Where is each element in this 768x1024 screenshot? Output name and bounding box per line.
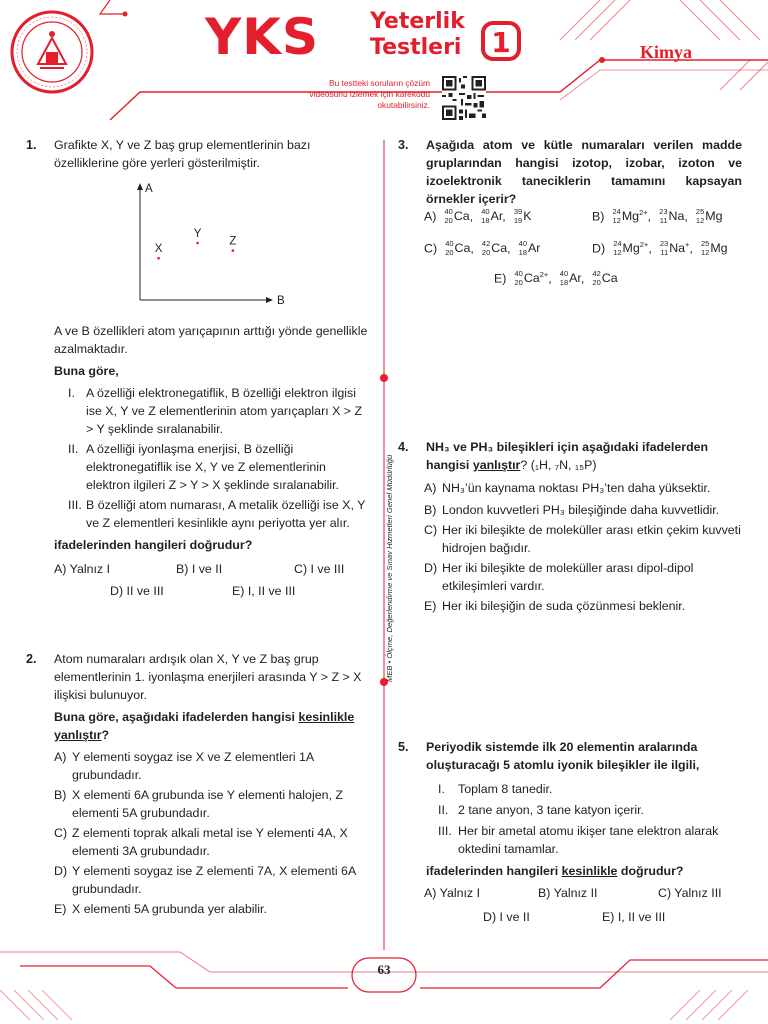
nuclide-numbers [440, 208, 454, 226]
answer-option-letter[interactable]: D) [54, 864, 68, 878]
question-number: 3. [398, 138, 409, 152]
atomic-number: 20 [444, 216, 453, 225]
answer-option-letter[interactable]: D) [592, 241, 609, 256]
subject-label: Kimya [640, 42, 692, 62]
answer-option[interactable] [424, 240, 540, 258]
answer-option-letter[interactable]: C) [424, 523, 438, 537]
answer-option[interactable] [424, 208, 531, 226]
question-number: 1. [26, 138, 37, 152]
element-symbol: Ca [523, 271, 540, 286]
qr-code-icon[interactable] [442, 76, 486, 120]
nuclide [510, 271, 548, 285]
answer-option[interactable]: X elementi 5A grubunda yer alabilir. [72, 902, 267, 916]
nuclide [608, 209, 648, 223]
separator: , [548, 271, 556, 286]
question-number: 4. [398, 440, 409, 454]
nuclide-numbers [691, 208, 705, 226]
brand-title: YKS [205, 8, 319, 66]
separator: , [684, 209, 692, 224]
element-symbol: Ca [454, 241, 471, 256]
atomic-number: 12 [613, 248, 622, 257]
statement-text: Toplam 8 tanedir. [458, 782, 553, 796]
answer-option[interactable]: E) I, II ve III [232, 584, 296, 598]
statement-text: A özelliği elektronegatiflik, B özelliği elektron ilgisi ise X, Y ve Z elementlerinin atom yarıçapları X > Z > Y şeklinde sıralanabilir. [86, 386, 363, 436]
atomic-number: 12 [612, 216, 621, 225]
question-number: 5. [398, 740, 409, 754]
separator: , [689, 241, 697, 256]
test-number-badge [480, 20, 522, 62]
element-symbol: Na [668, 209, 685, 224]
separator: , [648, 241, 656, 256]
nuclide [696, 241, 727, 255]
question-text [426, 438, 742, 474]
answer-option-letter[interactable]: A) [424, 481, 437, 495]
question-line: hangisi yanlıştır? (₁H, ₇N, ₁₅P) [426, 458, 597, 472]
answer-option[interactable]: Y elementi soygaz ise X ve Z elementleri 1A grubundadır. [72, 750, 314, 782]
ion-charge: + [685, 240, 690, 250]
nuclide [477, 209, 503, 223]
answer-option-letter[interactable]: E) [54, 902, 67, 916]
answer-option[interactable]: Her iki bileşikte de moleküller arası dipol-dipol etkileşimleri vardır. [442, 561, 694, 593]
separator: , [580, 271, 588, 286]
atomic-number: 20 [514, 278, 523, 287]
answer-option-letter[interactable]: E) [494, 271, 510, 286]
atomic-number: 18 [518, 248, 527, 257]
nuclide [655, 241, 689, 255]
mass-number: 23 [659, 207, 668, 216]
answer-option[interactable]: Z elementi toprak alkali metal ise Y elementi 4A, X elementi 3A grubundadır. [72, 826, 348, 858]
nuclide-numbers [514, 240, 528, 258]
question-text: Periyodik sistemde ilk 20 elementin aralarında oluşturacağı 5 atomlu iyonik bileşikler ile ilgili, [426, 740, 700, 772]
answer-option-letter[interactable]: D) [424, 561, 438, 575]
nuclide-numbers [477, 208, 491, 226]
mass-number: 25 [700, 239, 710, 248]
y-axis-label: A [145, 183, 153, 195]
statement-number: III. [68, 498, 82, 512]
answer-option[interactable]: D) II ve III [110, 584, 164, 598]
data-point-label: X [154, 243, 163, 256]
ion-charge: 2+ [639, 208, 648, 218]
answer-option[interactable]: Y elementi soygaz ise Z elementi 7A, X elementi 6A grubundadır. [72, 864, 356, 896]
brand-subtitle-line2: Testleri [370, 35, 462, 60]
element-symbol: Ar [528, 241, 541, 256]
nuclide [588, 271, 618, 285]
question-text: Atom numaraları ardışık olan X, Y ve Z baş grup elementlerinin 1. iyonlaşma enerjileri arasında Y > Z > X ilişkisi bulunuyor. [54, 652, 362, 702]
x-axis-arrow [266, 297, 273, 303]
element-symbol: Na [669, 241, 686, 256]
nuclide [509, 209, 531, 223]
separator: , [469, 209, 477, 224]
qr-note: Bu testteki soruların çözüm videosunu izlemek için karekodu okutabilirsiniz. [309, 78, 430, 110]
nuclide [514, 241, 540, 255]
answer-option-letter[interactable]: B) [424, 503, 437, 517]
element-symbol: Ar [569, 271, 581, 286]
separator: , [507, 241, 514, 256]
chart-note: A ve B özellikleri atom yarıçapının arttığı yönde genellikle azalmaktadır. [54, 324, 368, 356]
answer-option[interactable]: Her iki bileşiğin de suda çözünmesi beklenir. [442, 599, 686, 613]
separator: , [470, 241, 478, 256]
statement-text: A özelliği iyonlaşma enerjisi, B özelliği elektronegatiflik ise X, Y ve Z elementlerinin elektron ilgileri Z > Y > X şeklinde sıralanabilir. [86, 442, 339, 492]
element-symbol: Ar [490, 209, 503, 224]
element-symbol: Mg [710, 241, 728, 256]
mass-number: 40 [514, 269, 523, 278]
answer-option[interactable]: D) I ve II [483, 910, 530, 924]
mass-number: 25 [695, 207, 705, 216]
nuclide [441, 241, 471, 255]
answer-option-letter[interactable]: B) [54, 788, 67, 802]
element-symbol: Mg [622, 241, 640, 256]
answer-option-letter[interactable]: C) [424, 241, 441, 256]
answer-option[interactable]: London kuvvetleri PH₃ bileşiğinde daha kuvvetlidir. [442, 503, 720, 517]
nuclide-numbers [509, 208, 523, 226]
y-axis-arrow [137, 183, 143, 190]
mass-number: 42 [481, 239, 491, 248]
nuclide [477, 241, 507, 255]
brand-subtitle [370, 9, 465, 61]
nuclide-numbers [655, 208, 669, 226]
brand-subtitle-line1: Yeterlik [370, 9, 465, 34]
data-point [196, 242, 199, 245]
element-symbol: Ca [601, 271, 618, 286]
answer-option-letter[interactable]: C) [54, 826, 68, 840]
atomic-number: 19 [513, 216, 523, 225]
mass-number: 40 [518, 239, 527, 248]
atomic-number: 18 [559, 278, 569, 287]
mass-number: 24 [613, 239, 622, 248]
ion-charge: 2+ [639, 240, 649, 250]
answer-option[interactable] [592, 208, 722, 226]
answer-option[interactable]: B) Yalnız II [538, 886, 598, 900]
answer-option[interactable]: NH₃’ün kaynama noktası PH₃’ten daha yüksektir. [442, 481, 711, 495]
atomic-number: 18 [481, 216, 490, 225]
element-symbol: Ca [453, 209, 470, 224]
atomic-number: 20 [592, 278, 601, 287]
atomic-number: 11 [660, 248, 669, 257]
atomic-number: 12 [700, 248, 710, 257]
nuclide-numbers [696, 240, 710, 258]
nuclide [609, 241, 649, 255]
statement-text: 2 tane anyon, 3 tane katyon içerir. [458, 803, 644, 817]
mass-number: 42 [592, 269, 601, 278]
statement-text: Her bir ametal atomu ikişer tane elektron alarak oktedini tamamlar. [458, 824, 719, 856]
page-number: 63 [377, 962, 391, 977]
x-axis-label: B [277, 295, 285, 307]
statement-number: II. [438, 803, 449, 817]
sidebar-credit: MEB • Ölçme, Değerlendirme ve Sınav Hizmetleri Genel Müdürlüğü [385, 454, 394, 682]
answer-option[interactable]: C) Yalnız III [658, 886, 722, 900]
mass-number: 40 [444, 207, 453, 216]
answer-option-letter[interactable]: A) [54, 750, 67, 764]
nuclide-numbers [477, 240, 491, 258]
test-number: 1 [491, 26, 511, 59]
answer-option[interactable] [494, 270, 618, 288]
atomic-number: 20 [481, 248, 491, 257]
answer-option-letter[interactable]: A) [424, 209, 440, 224]
atomic-number: 11 [659, 216, 668, 225]
statement-number: II. [68, 442, 79, 456]
mass-number: 40 [445, 239, 454, 248]
mass-number: 39 [513, 207, 523, 216]
element-symbol: Mg [705, 209, 723, 224]
nuclide [691, 209, 722, 223]
question-text: Aşağıda atom ve kütle numaraları verilen madde gruplarından hangisi izotop, izobar, izoton ve izoelektronik taneciklerin tamamını kapsayan örnekler içerir? [426, 138, 742, 206]
answer-option[interactable]: X elementi 6A grubunda ise Y elementi halojen, Z elementi 5A grubundadır. [72, 788, 343, 820]
atomic-number: 12 [695, 216, 705, 225]
separator: , [502, 209, 510, 224]
nuclide [655, 209, 685, 223]
element-symbol: K [523, 209, 532, 224]
nuclide-numbers [441, 240, 455, 258]
question-lead: Buna göre, [54, 364, 119, 378]
data-point [232, 249, 235, 252]
nuclide-numbers [609, 240, 623, 258]
answer-option[interactable]: B) I ve II [176, 562, 223, 576]
ion-charge: 2+ [539, 270, 549, 280]
statement-number: III. [438, 824, 452, 838]
mass-number: 24 [612, 207, 621, 216]
answer-option[interactable]: E) I, II ve III [602, 910, 666, 924]
statement-number: I. [438, 782, 445, 796]
answer-option[interactable]: A) Yalnız I [424, 886, 481, 900]
scatter-chart [120, 178, 300, 308]
data-point [157, 257, 160, 260]
answer-option[interactable] [592, 240, 728, 258]
ministry-seal-logo [8, 8, 96, 96]
statement-text: B özelliği atom numarası, A metalik özelliği ise X, Y ve Z elementleri kesinlikle aynı periyotta yer alır. [86, 498, 366, 530]
answer-option[interactable]: C) I ve III [294, 562, 345, 576]
element-symbol: Ca [491, 241, 508, 256]
mass-number: 40 [481, 207, 490, 216]
question-text: Grafikte X, Y ve Z baş grup elementlerinin bazı özelliklerine göre yerleri gösterilmiştir. [54, 138, 311, 170]
answer-option[interactable]: Her iki bileşikte de moleküller arası etkin çekim kuvveti hidrojen bağıdır. [442, 523, 741, 555]
question-prompt: ifadelerinden hangileri kesinlikle doğrudur? [426, 864, 684, 878]
answer-option-letter[interactable]: E) [424, 599, 437, 613]
atomic-number: 20 [445, 248, 454, 257]
mass-number: 40 [559, 269, 569, 278]
nuclide-numbers [588, 270, 602, 288]
nuclide-numbers [655, 240, 669, 258]
nuclide-numbers [510, 270, 524, 288]
statement-number: I. [68, 386, 75, 400]
question-prompt: Buna göre, aşağıdaki ifadelerden hangisi kesinlikle yanlıştır? [54, 710, 355, 742]
answer-option[interactable]: A) Yalnız I [54, 562, 111, 576]
nuclide [440, 209, 470, 223]
answer-option-letter[interactable]: B) [592, 209, 608, 224]
data-point-label: Z [229, 235, 237, 248]
element-symbol: Mg [621, 209, 640, 224]
question-number: 2. [26, 652, 37, 666]
separator: , [647, 209, 655, 224]
data-point-label: Y [193, 228, 202, 240]
question-line: NH₃ ve PH₃ bileşikleri için aşağıdaki ifadelerden [426, 440, 709, 454]
nuclide [555, 271, 581, 285]
mass-number: 23 [659, 239, 669, 248]
divider-dot [380, 374, 388, 382]
nuclide-numbers [555, 270, 569, 288]
question-prompt: ifadelerinden hangileri doğrudur? [54, 538, 253, 552]
nuclide-numbers [608, 208, 622, 226]
